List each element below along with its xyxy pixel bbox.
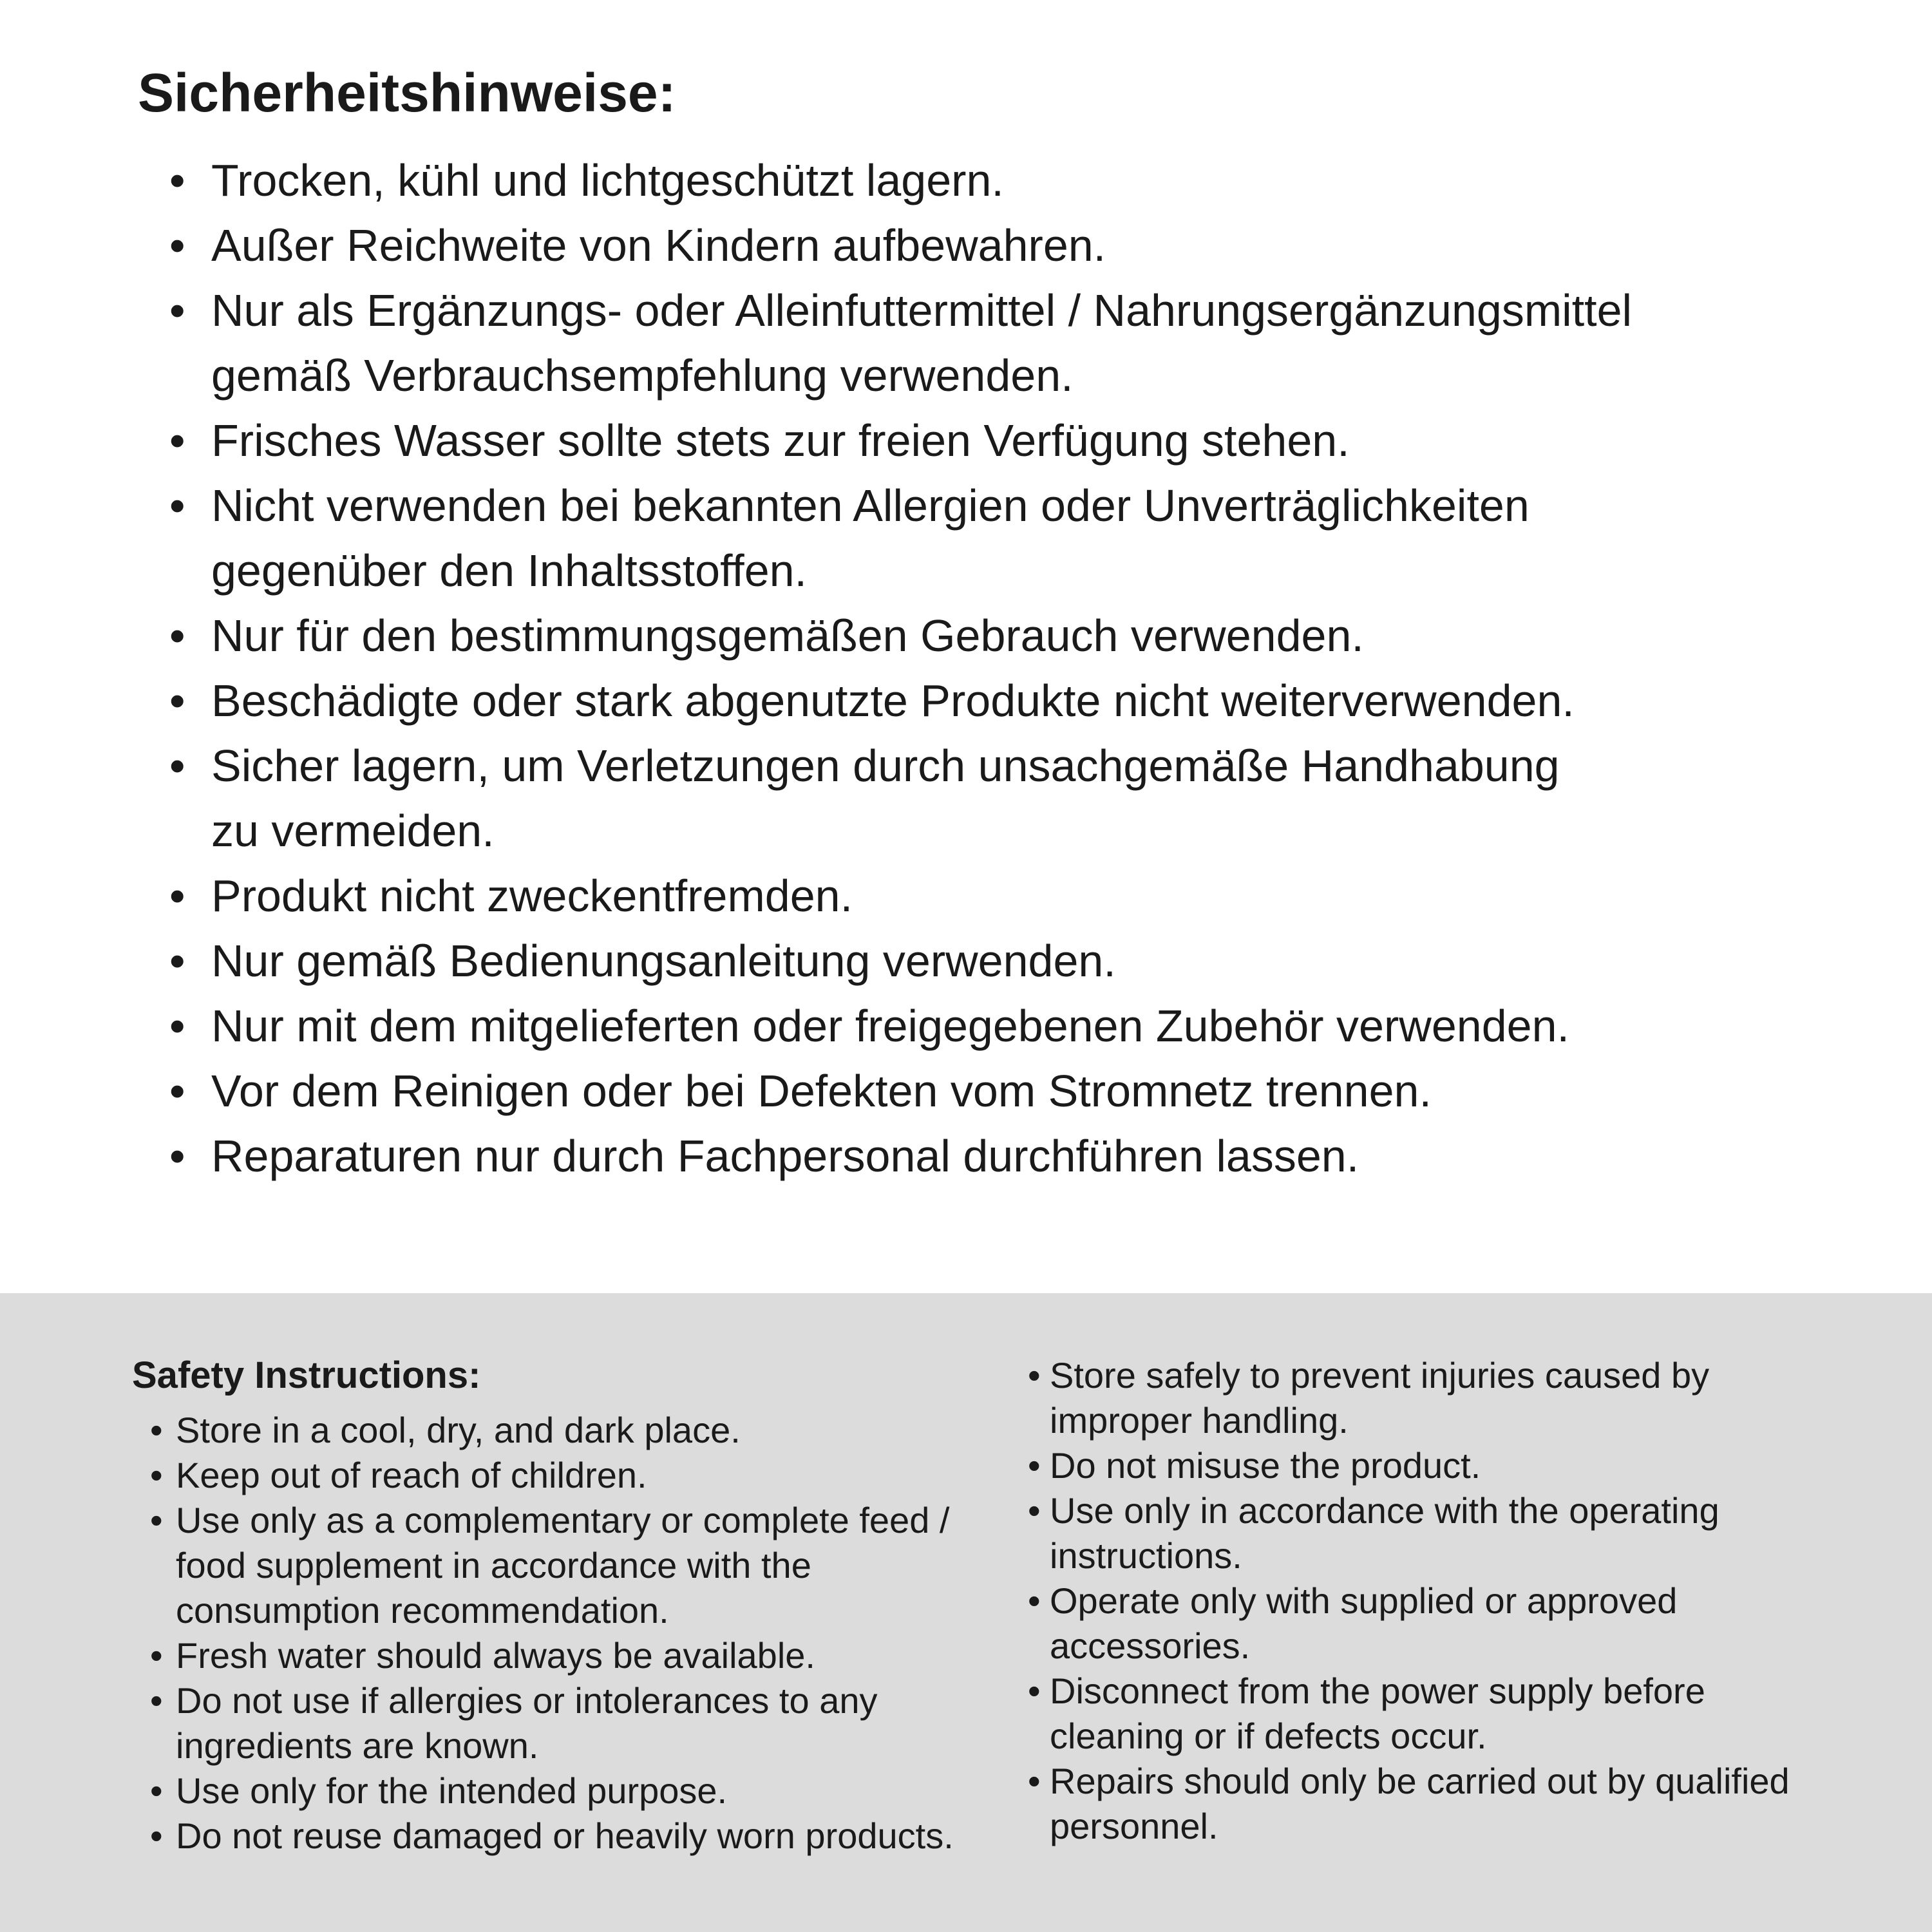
list-item	[0, 1443, 1932, 1488]
bullet-icon: •	[150, 1815, 163, 1856]
list-item-text: improper handling.	[1050, 1400, 1349, 1441]
list-item-text: personnel.	[1050, 1806, 1218, 1846]
list-item-text: Nur für den bestimmungsgemäßen Gebrauch verwenden.	[211, 611, 1364, 661]
list-item-continuation	[0, 1714, 1932, 1759]
list-item-text: Repairs should only be carried out by qualified	[1050, 1761, 1790, 1801]
list-item-text: Nur als Ergänzungs- oder Alleinfuttermittel / Nahrungsergänzungsmittel	[211, 285, 1633, 336]
list-item-text: gemäß Verbrauchsempfehlung verwenden.	[211, 350, 1074, 401]
bullet-icon: •	[169, 1131, 185, 1181]
list-item	[0, 668, 1932, 734]
bullet-icon: •	[1028, 1580, 1041, 1621]
list-item	[0, 1488, 1932, 1533]
bullet-icon: •	[169, 611, 185, 661]
list-item-text: Operate only with supplied or approved	[1050, 1580, 1678, 1621]
list-item	[0, 734, 1932, 799]
list-item	[0, 994, 1932, 1059]
list-item-text: Do not misuse the product.	[1050, 1445, 1481, 1486]
list-item-text: zu vermeiden.	[211, 806, 495, 856]
list-item-text: Store safely to prevent injuries caused by	[1050, 1355, 1710, 1396]
german-section-title: Sicherheitshinweise:	[138, 62, 676, 123]
english-right-column	[0, 1353, 1932, 1849]
list-item-text: Reparaturen nur durch Fachpersonal durchführen lassen.	[211, 1131, 1359, 1181]
list-item-continuation	[0, 538, 1932, 603]
list-item-text: Use only as a complementary or complete feed /	[176, 1500, 950, 1540]
list-item-text: Nur mit dem mitgelieferten oder freigegebenen Zubehör verwenden.	[211, 1001, 1569, 1051]
list-item-text: Store in a cool, dry, and dark place.	[176, 1410, 741, 1450]
list-item-continuation	[0, 1804, 1932, 1849]
list-item-text: Nur gemäß Bedienungsanleitung verwenden.	[211, 936, 1116, 986]
list-item	[0, 1353, 1932, 1398]
list-item	[0, 1578, 1932, 1624]
list-item-text: Frisches Wasser sollte stets zur freien Verfügung stehen.	[211, 415, 1350, 466]
bullet-icon: •	[150, 1635, 163, 1676]
list-item	[0, 1669, 1932, 1714]
list-item-text: Sicher lagern, um Verletzungen durch unsachgemäße Handhabung	[211, 741, 1560, 791]
bullet-icon: •	[150, 1770, 163, 1811]
list-item-text: Fresh water should always be available.	[176, 1635, 815, 1676]
list-item-continuation	[0, 1624, 1932, 1669]
list-item-text: Vor dem Reinigen oder bei Defekten vom Stromnetz trennen.	[211, 1066, 1432, 1116]
list-item-text: consumption recommendation.	[176, 1590, 669, 1631]
english-section-title: Safety Instructions:	[132, 1354, 481, 1396]
list-item-text: Do not use if allergies or intolerances to any	[176, 1680, 878, 1721]
list-item-text: ingredients are known.	[176, 1725, 539, 1766]
list-item-text: Nicht verwenden bei bekannten Allergien oder Unverträglichkeiten	[211, 480, 1530, 531]
list-item-text: Disconnect from the power supply before	[1050, 1671, 1705, 1711]
bullet-icon: •	[150, 1410, 163, 1450]
bullet-icon: •	[169, 871, 185, 921]
list-item	[0, 929, 1932, 994]
bullet-icon: •	[1028, 1671, 1041, 1711]
list-item-text: Trocken, kühl und lichtgeschützt lagern.	[211, 155, 1004, 205]
bullet-icon: •	[1028, 1445, 1041, 1486]
list-item	[0, 864, 1932, 929]
bullet-icon: •	[169, 741, 185, 791]
bullet-icon: •	[1028, 1355, 1041, 1396]
list-item-text: Produkt nicht zweckentfremden.	[211, 871, 853, 921]
list-item-continuation	[0, 1533, 1932, 1578]
list-item-text: food supplement in accordance with the	[176, 1545, 811, 1586]
list-item	[0, 148, 1932, 213]
list-item-text: Use only for the intended purpose.	[176, 1770, 728, 1811]
list-item	[0, 1059, 1932, 1124]
list-item-text: Do not reuse damaged or heavily worn products.	[176, 1815, 954, 1856]
bullet-icon: •	[150, 1500, 163, 1540]
list-item	[0, 408, 1932, 473]
list-item	[0, 473, 1932, 538]
list-item	[0, 1124, 1932, 1189]
bullet-icon: •	[169, 1001, 185, 1051]
list-item-text: gegenüber den Inhaltsstoffen.	[211, 545, 808, 596]
list-item-continuation	[0, 343, 1932, 408]
list-item-continuation	[0, 1398, 1932, 1443]
bullet-icon: •	[169, 285, 185, 336]
bullet-icon: •	[169, 220, 185, 270]
list-item	[0, 603, 1932, 668]
bullet-icon: •	[169, 155, 185, 205]
list-item	[0, 278, 1932, 343]
bullet-icon: •	[169, 676, 185, 726]
bullet-icon: •	[169, 415, 185, 466]
list-item-text: Außer Reichweite von Kindern aufbewahren.	[211, 220, 1106, 270]
bullet-icon: •	[169, 1066, 185, 1116]
list-item	[0, 213, 1932, 278]
list-item-text: accessories.	[1050, 1625, 1251, 1666]
list-item-text: Keep out of reach of children.	[176, 1455, 647, 1495]
list-item-text: cleaning or if defects occur.	[1050, 1716, 1487, 1756]
list-item-text: Beschädigte oder stark abgenutzte Produkte nicht weiterverwenden.	[211, 676, 1575, 726]
list-item-text: Use only in accordance with the operating	[1050, 1490, 1719, 1531]
bullet-icon: •	[150, 1680, 163, 1721]
bullet-icon: •	[169, 936, 185, 986]
bullet-icon: •	[150, 1455, 163, 1495]
bullet-icon: •	[169, 480, 185, 531]
list-item-continuation	[0, 799, 1932, 864]
bullet-icon: •	[1028, 1761, 1041, 1801]
bullet-icon: •	[1028, 1490, 1041, 1531]
list-item-text: instructions.	[1050, 1535, 1242, 1576]
german-bullet-list	[0, 148, 1932, 1189]
list-item	[0, 1759, 1932, 1804]
